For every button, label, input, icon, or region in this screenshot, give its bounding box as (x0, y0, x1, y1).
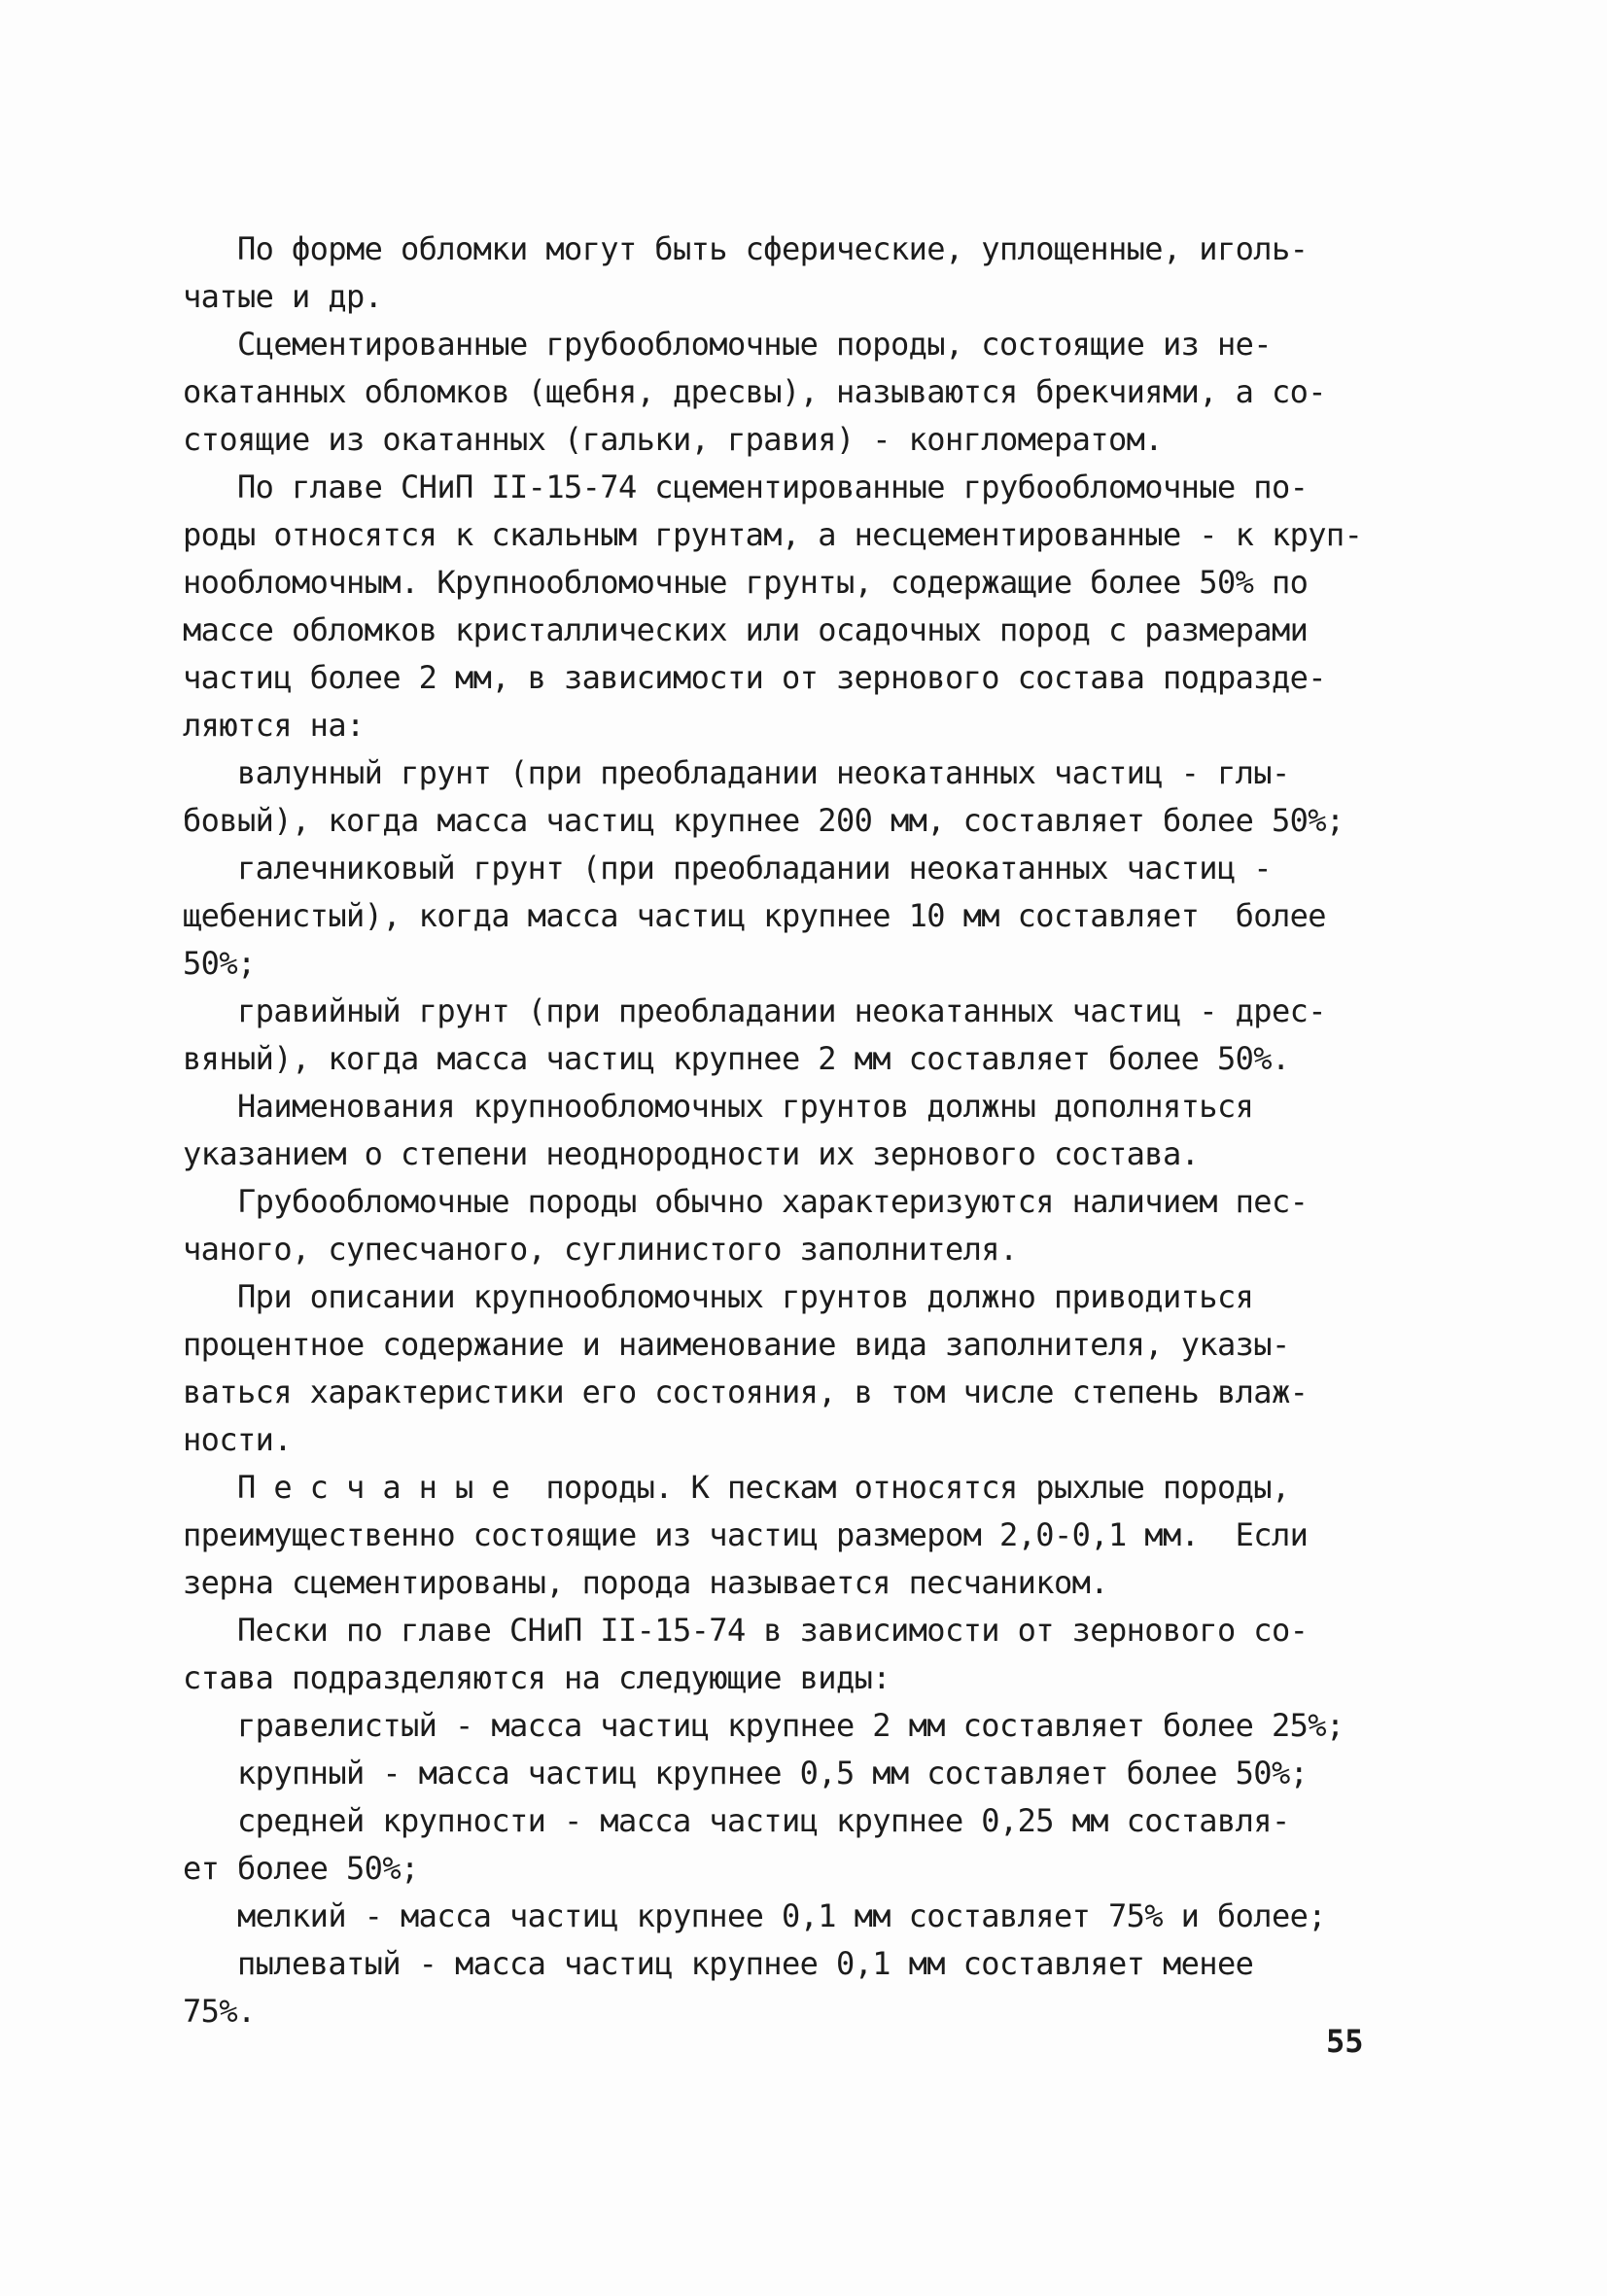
text-line: Сцементированные грубообломочные породы, состоящие из не- (183, 326, 1272, 363)
text-line: ваться характеристики его состояния, в том числе степень влаж- (183, 1374, 1309, 1410)
text-line: вяный), когда масса частиц крупнее 2 мм составляет более 50%. (183, 1040, 1290, 1077)
text-line: указанием о степени неоднородности их зернового состава. (183, 1135, 1200, 1172)
text-line: ляются на: (183, 707, 365, 744)
body-text (183, 226, 1427, 2035)
text-line: массе обломков кристаллических или осадочных пород с размерами (183, 611, 1309, 648)
text-line: става подразделяются на следующие виды: (183, 1659, 891, 1696)
text-line: Наименования крупнообломочных грунтов должны дополняться (183, 1088, 1254, 1125)
text-line: зерна сцементированы, порода называется песчаником. (183, 1564, 1108, 1601)
page-number: 55 (1326, 2023, 1364, 2060)
text-line: Пески по главе СНиП II-15-74 в зависимости от зернового со- (183, 1612, 1309, 1649)
text-line: средней крупности - масса частиц крупнее 0,25 мм составля- (183, 1802, 1290, 1839)
text-line: щебенистый), когда масса частиц крупнее 10 мм составляет более (183, 897, 1326, 934)
text-line: гравелистый - масса частиц крупнее 2 мм составляет более 25%; (183, 1707, 1345, 1744)
text-line: По форме обломки могут быть сферические, уплощенные, иголь- (183, 230, 1309, 267)
text-line: По главе СНиП II-15-74 сцементированные грубообломочные по- (183, 469, 1309, 505)
text-line: нообломочным. Крупнообломочные грунты, содержащие более 50% по (183, 564, 1309, 601)
text-line: П е с ч а н ы е породы. К пескам относятся рыхлые породы, (183, 1469, 1290, 1506)
text-line: процентное содержание и наименование вида заполнителя, указы- (183, 1326, 1290, 1363)
text-line: валунный грунт (при преобладании неокатанных частиц - глы- (183, 754, 1290, 791)
text-line: 75%. (183, 1993, 256, 2030)
text-line: преимущественно состоящие из частиц размером 2,0-0,1 мм. Если (183, 1516, 1309, 1553)
text-line: стоящие из окатанных (гальки, гравия) - конгломератом. (183, 421, 1163, 458)
text-line: чаного, супесчаного, суглинистого заполнителя. (183, 1231, 1018, 1268)
text-line: роды относятся к скальным грунтам, а несцементированные - к круп- (183, 516, 1363, 553)
text-line: окатанных обломков (щебня, дресвы), называются брекчиями, а со- (183, 373, 1326, 410)
text-line: ет более 50%; (183, 1850, 419, 1887)
text-line: гравийный грунт (при преобладании неокатанных частиц - дрес- (183, 992, 1326, 1029)
text-line: чатые и др. (183, 278, 383, 315)
text-line: пылеватый - масса частиц крупнее 0,1 мм составляет менее (183, 1945, 1254, 1982)
text-line: галечниковый грунт (при преобладании неокатанных частиц - (183, 850, 1272, 887)
text-line: мелкий - масса частиц крупнее 0,1 мм составляет 75% и более; (183, 1897, 1326, 1934)
text-line: При описании крупнообломочных грунтов должно приводиться (183, 1278, 1254, 1315)
text-line: 50%; (183, 945, 256, 982)
text-line: крупный - масса частиц крупнее 0,5 мм составляет более 50%; (183, 1755, 1309, 1792)
text-line: Грубообломочные породы обычно характеризуются наличием пес- (183, 1183, 1309, 1220)
text-line: частиц более 2 мм, в зависимости от зернового состава подразде- (183, 659, 1326, 696)
text-line: ности. (183, 1421, 292, 1458)
text-line: бовый), когда масса частиц крупнее 200 мм, составляет более 50%; (183, 802, 1345, 839)
